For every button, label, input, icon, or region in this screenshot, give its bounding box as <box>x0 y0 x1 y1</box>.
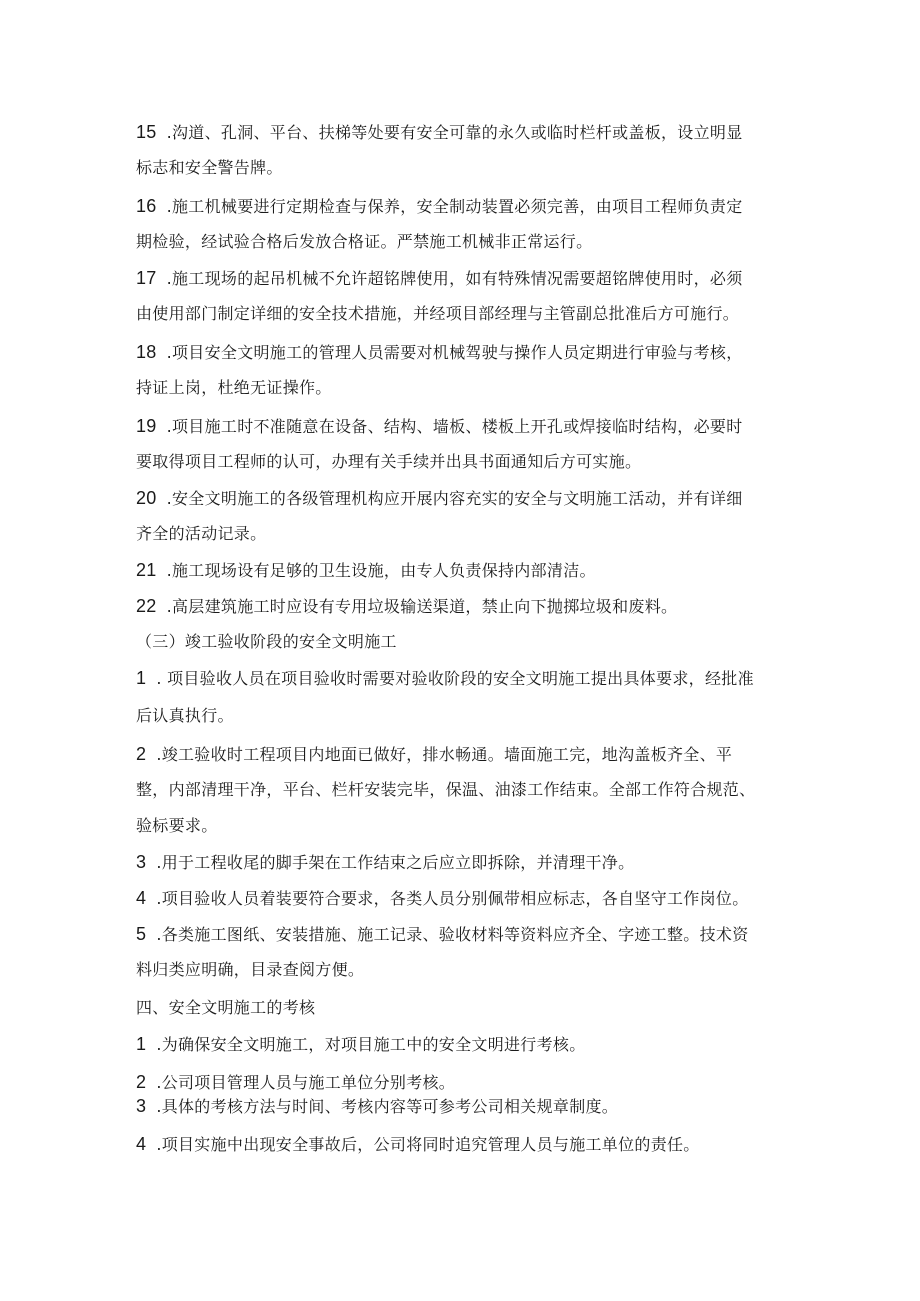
line-text: .项目验收人员着装要符合要求，各类人员分别佩带相应标志，各自坚守工作岗位。 <box>156 889 749 908</box>
item-number: 3 <box>136 1096 147 1116</box>
item-number: 2 <box>136 744 147 764</box>
line-text: .施工机械要进行定期检查与保养，安全制动装置必须完善，由项目工程师负责定 <box>166 197 743 216</box>
paragraph-19-line-1 <box>136 416 796 437</box>
line-text: 整，内部清理干净，平台、栏杆安装完毕，保温、油漆工作结束。全部工作符合规范、 <box>136 780 756 799</box>
item-number: 18 <box>136 342 157 362</box>
paragraph-17-line-2 <box>136 304 796 324</box>
item-number: 15 <box>136 122 157 142</box>
assessment-item-2 <box>136 1072 796 1093</box>
line-text: .施工现场设有足够的卫生设施，由专人负责保持内部清洁。 <box>166 561 596 580</box>
paragraph-20-line-2 <box>136 524 796 544</box>
section-heading-3 <box>136 632 796 652</box>
acceptance-item-2-line-2 <box>136 780 796 800</box>
paragraph-19-line-2 <box>136 452 796 472</box>
item-number: 20 <box>136 488 157 508</box>
section-heading-4 <box>136 998 796 1018</box>
line-text: .安全文明施工的各级管理机构应开展内容充实的安全与文明施工活动，并有详细 <box>166 489 743 508</box>
line-text: .具体的考核方法与时间、考核内容等可参考公司相关规章制度。 <box>156 1097 619 1116</box>
paragraph-17-line-1 <box>136 268 796 289</box>
acceptance-item-2-line-1 <box>136 744 796 765</box>
line-text: 料归类应明确，目录查阅方便。 <box>136 960 365 979</box>
item-number: 19 <box>136 416 157 436</box>
line-text: 期检验，经试验合格后发放合格证。严禁施工机械非正常运行。 <box>136 232 593 251</box>
line-text: 要取得项目工程师的认可，办理有关手续并出具书面通知后方可实施。 <box>136 452 642 471</box>
acceptance-item-4 <box>136 888 796 909</box>
item-number: 4 <box>136 1134 147 1154</box>
assessment-item-3 <box>136 1096 796 1117</box>
acceptance-item-5-line-1 <box>136 924 796 945</box>
paragraph-21 <box>136 560 796 581</box>
line-text: 标志和安全警告牌。 <box>136 158 283 177</box>
line-text: .项目安全文明施工的管理人员需要对机械驾驶与操作人员定期进行审验与考核， <box>166 343 743 362</box>
item-number: 3 <box>136 852 147 872</box>
line-text: .高层建筑施工时应设有专用垃圾输送渠道，禁止向下抛掷垃圾和废料。 <box>166 597 678 616</box>
paragraph-20-line-1 <box>136 488 796 509</box>
line-text: .各类施工图纸、安装措施、施工记录、验收材料等资料应齐全、字迹工整。技术资 <box>156 925 749 944</box>
line-text: 齐全的活动记录。 <box>136 524 267 543</box>
item-number: 1 <box>136 1034 147 1054</box>
line-text: . 项目验收人员在项目验收时需要对验收阶段的安全文明施工提出具体要求，经批准 <box>156 669 754 688</box>
line-text: .竣工验收时工程项目内地面已做好，排水畅通。墙面施工完，地沟盖板齐全、平 <box>156 745 733 764</box>
item-number: 17 <box>136 268 157 288</box>
paragraph-18-line-2 <box>136 378 796 398</box>
item-number: 4 <box>136 888 147 908</box>
line-text: .项目实施中出现安全事故后，公司将同时追究管理人员与施工单位的责任。 <box>156 1135 700 1154</box>
acceptance-item-3 <box>136 852 796 873</box>
section-heading-text: （三）竣工验收阶段的安全文明施工 <box>136 632 397 651</box>
paragraph-18-line-1 <box>136 342 796 363</box>
assessment-item-1 <box>136 1034 796 1055</box>
line-text: .为确保安全文明施工，对项目施工中的安全文明进行考核。 <box>156 1035 586 1054</box>
assessment-item-4 <box>136 1134 796 1155</box>
paragraph-22 <box>136 596 796 617</box>
section-heading-text: 四、安全文明施工的考核 <box>136 998 316 1017</box>
line-text: .沟道、孔洞、平台、扶梯等处要有安全可靠的永久或临时栏杆或盖板，设立明显 <box>166 123 743 142</box>
item-number: 2 <box>136 1072 147 1092</box>
paragraph-15-line-1 <box>136 122 796 143</box>
item-number: 22 <box>136 596 157 616</box>
line-text: .用于工程收尾的脚手架在工作结束之后应立即拆除，并清理干净。 <box>156 853 635 872</box>
item-number: 1 <box>136 668 147 688</box>
paragraph-16-line-2 <box>136 232 796 252</box>
item-number: 21 <box>136 560 157 580</box>
paragraph-16-line-1 <box>136 196 796 217</box>
acceptance-item-1-line-1 <box>136 668 796 689</box>
item-number: 5 <box>136 924 147 944</box>
line-text: 持证上岗，杜绝无证操作。 <box>136 378 332 397</box>
item-number: 16 <box>136 196 157 216</box>
line-text: 由使用部门制定详细的安全技术措施，并经项目部经理与主管副总批准后方可施行。 <box>136 304 740 323</box>
acceptance-item-2-line-3 <box>136 816 796 836</box>
line-text: .项目施工时不准随意在设备、结构、墙板、楼板上开孔或焊接临时结构，必要时 <box>166 417 743 436</box>
line-text: .施工现场的起吊机械不允许超铭牌使用，如有特殊情况需要超铭牌使用时，必须 <box>166 269 743 288</box>
line-text: .公司项目管理人员与施工单位分别考核。 <box>156 1073 456 1092</box>
acceptance-item-5-line-2 <box>136 960 796 980</box>
line-text: 验标要求。 <box>136 816 218 835</box>
paragraph-15-line-2 <box>136 158 796 178</box>
acceptance-item-1-line-2 <box>136 706 796 726</box>
line-text: 后认真执行。 <box>136 706 234 725</box>
